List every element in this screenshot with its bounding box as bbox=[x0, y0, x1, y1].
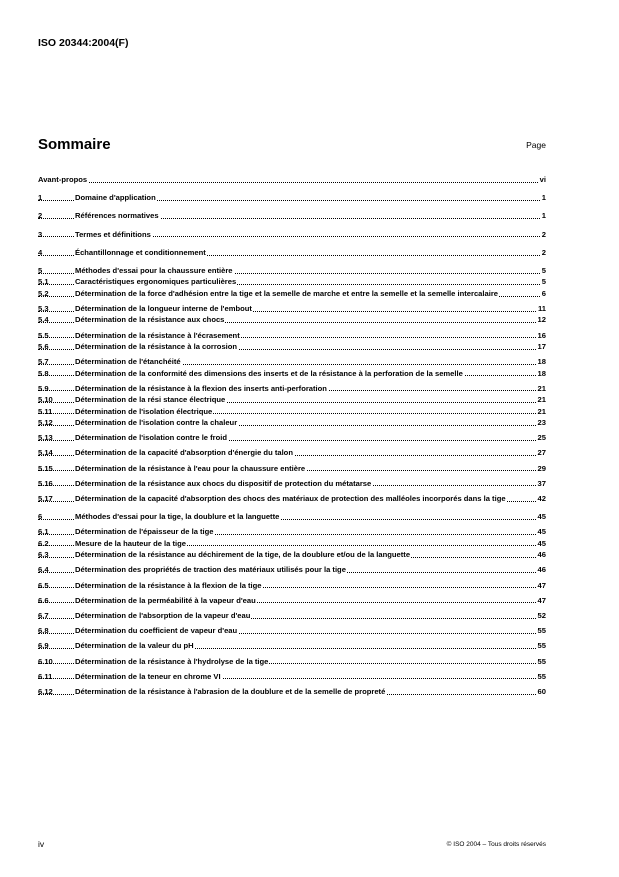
toc-entry[interactable] bbox=[38, 357, 546, 366]
toc-entry-number: 6.5 bbox=[38, 580, 49, 590]
toc-entry[interactable] bbox=[38, 369, 546, 378]
toc-entry-title: Détermination de la résistance à l'eau pour la chaussure entière bbox=[75, 463, 306, 473]
toc-entry-title: Avant-propos bbox=[38, 175, 88, 184]
toc-entry-title: Détermination des propriétés de traction des matériaux utilisés pour la tige bbox=[75, 565, 346, 575]
toc-entry-number: 6.3 bbox=[38, 550, 49, 560]
toc-entry[interactable] bbox=[38, 193, 546, 202]
toc-entry-page: 11 bbox=[537, 304, 546, 313]
toc-entry-title: Caractéristiques ergonomiques particulières bbox=[75, 277, 237, 287]
toc-entry-page: 1 bbox=[541, 193, 546, 203]
toc-entry-number: 5.2 bbox=[38, 288, 49, 298]
toc-entry[interactable] bbox=[38, 527, 546, 536]
toc-entry-number: 6.10 bbox=[38, 656, 53, 666]
toc-entry-title: Détermination de la résistance à l'hydrolyse de la tige bbox=[75, 656, 269, 666]
toc-entry[interactable] bbox=[38, 304, 546, 313]
toc-entry-title: Références normatives bbox=[75, 211, 159, 221]
toc-entry[interactable] bbox=[38, 230, 546, 239]
toc-entry-title: Détermination de la résistance aux chocs du dispositif de protection du métatarse bbox=[75, 478, 372, 488]
toc-entry[interactable] bbox=[38, 581, 546, 590]
toc-entry-number: 6.12 bbox=[38, 686, 53, 696]
toc-entry[interactable] bbox=[38, 266, 546, 275]
toc-entry-page: 1 bbox=[541, 211, 546, 221]
toc-entry-number: 5.4 bbox=[38, 315, 49, 325]
toc-entry[interactable] bbox=[38, 342, 546, 351]
toc-entry-title: Détermination de la rési stance électrique bbox=[75, 395, 226, 405]
toc-entry-title: Détermination de la résistance au déchirement de la tige, de la doublure et/ou de la languette bbox=[75, 550, 411, 560]
toc-entry-number: 5.3 bbox=[38, 304, 49, 313]
toc-entry-title: Détermination de la résistance à la corrosion bbox=[75, 341, 238, 351]
toc-entry-title: Détermination de l'isolation contre le froid bbox=[75, 433, 228, 443]
toc-entry-number: 6.9 bbox=[38, 641, 49, 651]
toc-entry-number: 6.1 bbox=[38, 527, 49, 537]
toc-entry[interactable] bbox=[38, 433, 546, 442]
toc-entry[interactable] bbox=[38, 672, 546, 681]
toc-entry[interactable] bbox=[38, 512, 546, 521]
toc-entry-number: 5.16 bbox=[38, 478, 53, 488]
toc-entry-number: 5 bbox=[38, 266, 43, 276]
toc-entry-page: 29 bbox=[537, 463, 546, 473]
toc-entry[interactable] bbox=[38, 418, 546, 427]
toc-entry-title: Détermination de la teneur en chrome VI bbox=[75, 671, 221, 681]
toc-entry-page: 47 bbox=[537, 580, 546, 590]
toc-entry-page: 60 bbox=[537, 686, 546, 696]
toc-entry[interactable] bbox=[38, 331, 546, 340]
toc-entry-page: 2 bbox=[541, 247, 546, 257]
toc-entry-page: 42 bbox=[537, 493, 546, 503]
toc-entry-page: 21 bbox=[537, 395, 546, 405]
toc-entry-page: 5 bbox=[541, 277, 546, 287]
toc-entry-title: Détermination de la capacité d'absorption d'énergie du talon bbox=[75, 448, 293, 458]
toc-entry-number: 4 bbox=[38, 247, 43, 257]
toc-entry-title: Détermination de l'absorption de la vapeur d'eau bbox=[75, 610, 251, 620]
toc-entry-number: 6.4 bbox=[38, 565, 49, 575]
toc-entry-title: Domaine d'application bbox=[75, 193, 156, 203]
page-column-label: Page bbox=[526, 140, 546, 150]
toc-entry-page: 45 bbox=[537, 512, 546, 522]
toc-entry-number: 6.2 bbox=[38, 538, 49, 548]
toc-entry-number: 6.7 bbox=[38, 610, 49, 620]
toc-entry-number: 6.8 bbox=[38, 626, 49, 636]
toc-entry-title: Détermination du coefficient de vapeur d'eau bbox=[75, 626, 238, 636]
toc-entry[interactable] bbox=[38, 384, 546, 393]
toc-entry-page: 46 bbox=[537, 550, 546, 560]
toc-entry[interactable] bbox=[38, 277, 546, 286]
toc-entry[interactable] bbox=[38, 626, 546, 635]
toc-entry[interactable] bbox=[38, 407, 546, 416]
page-title: Sommaire bbox=[38, 136, 111, 153]
toc-entry-title: Détermination de la perméabilité à la vapeur d'eau bbox=[75, 595, 256, 605]
toc-entry-number: 5.5 bbox=[38, 330, 49, 340]
toc-entry-number: 6.11 bbox=[38, 671, 53, 681]
toc-entry-page: 21 bbox=[537, 383, 546, 393]
toc-entry-page: 47 bbox=[537, 595, 546, 605]
toc-entry-title: Détermination de la valeur du pH bbox=[75, 641, 194, 651]
toc-entry-title: Détermination de l'isolation contre la chaleur bbox=[75, 417, 238, 427]
toc-entry-page: 2 bbox=[541, 229, 546, 239]
toc-entry-page: vi bbox=[539, 175, 546, 184]
toc-entry[interactable] bbox=[38, 395, 546, 404]
toc-entry-page: 12 bbox=[537, 315, 546, 325]
toc-entry-number: 5.10 bbox=[38, 395, 53, 405]
toc-entry-title: Détermination de la résistance à la flexion de la tige bbox=[75, 580, 262, 590]
toc-entry[interactable] bbox=[38, 596, 546, 605]
toc-entry[interactable] bbox=[38, 464, 546, 473]
toc-entry[interactable] bbox=[38, 289, 546, 298]
toc-entry[interactable] bbox=[38, 687, 546, 696]
toc-entry-page: 55 bbox=[537, 626, 546, 636]
toc-entry[interactable] bbox=[38, 479, 546, 488]
toc-entry-title: Termes et définitions bbox=[75, 229, 151, 239]
toc-entry[interactable] bbox=[38, 550, 546, 559]
toc-entry-number: 5.17 bbox=[38, 493, 53, 503]
toc-entry-title: Mesure de la hauteur de la tige bbox=[75, 538, 186, 548]
toc-entry-page: 37 bbox=[537, 478, 546, 488]
toc-entry-title: Détermination de la longueur interne de l'embout bbox=[75, 304, 252, 313]
toc-entry-number: 6.6 bbox=[38, 595, 49, 605]
toc-entry-page: 55 bbox=[537, 656, 546, 666]
toc-entry-title: Détermination de la résistance à la flexion des inserts anti-perforation bbox=[75, 383, 327, 393]
toc-entry[interactable] bbox=[38, 248, 546, 257]
toc-entry[interactable] bbox=[38, 175, 546, 184]
toc-entry-number: 5.7 bbox=[38, 357, 49, 367]
toc-entry-title: Méthodes d'essai pour la chaussure entière bbox=[75, 266, 233, 276]
toc-entry[interactable] bbox=[38, 611, 546, 620]
toc-entry-title: Détermination de la résistance à l'écrasement bbox=[75, 330, 240, 340]
toc-entry-title: Détermination de la force d'adhésion entre la tige et la semelle de marche et entre la semelle et la semelle intercalaire bbox=[75, 288, 499, 298]
table-of-contents bbox=[38, 175, 546, 698]
toc-entry-page: 17 bbox=[537, 341, 546, 351]
toc-entry-number: 3 bbox=[38, 229, 43, 239]
title-row bbox=[38, 136, 546, 156]
toc-entry-title: Détermination de la résistance aux chocs bbox=[75, 315, 225, 325]
toc-entry[interactable] bbox=[38, 315, 546, 324]
toc-entry-number: 1 bbox=[38, 193, 43, 203]
toc-entry-number: 5.1 bbox=[38, 277, 49, 287]
toc-entry-number: 5.15 bbox=[38, 463, 53, 473]
toc-entry-page: 18 bbox=[537, 368, 546, 378]
toc-entry-page: 45 bbox=[537, 538, 546, 548]
toc-entry-title: Détermination de la résistance à l'abrasion de la doublure et de la semelle de propreté bbox=[75, 686, 386, 696]
toc-entry-page: 18 bbox=[537, 357, 546, 367]
toc-entry-title: Méthodes d'essai pour la tige, la doublure et la languette bbox=[75, 512, 280, 522]
footer-page-number: iv bbox=[38, 839, 45, 849]
toc-entry-title: Détermination de l'étanchéité bbox=[75, 357, 181, 367]
document-id: ISO 20344:2004(F) bbox=[38, 37, 129, 49]
toc-entry-number: 5.8 bbox=[38, 368, 49, 378]
toc-entry-number: 5.12 bbox=[38, 417, 53, 427]
toc-entry-number: 2 bbox=[38, 211, 43, 221]
toc-entry-title: Détermination de l'épaisseur de la tige bbox=[75, 527, 214, 537]
toc-entry[interactable] bbox=[38, 494, 546, 503]
toc-entry-page: 46 bbox=[537, 565, 546, 575]
toc-entry-title: Détermination de la conformité des dimensions des inserts et de la résistance à la perforation de la semelle bbox=[75, 368, 463, 378]
toc-entry-page: 27 bbox=[537, 448, 546, 458]
toc-entry[interactable] bbox=[38, 657, 546, 666]
toc-entry-number: 5.6 bbox=[38, 341, 49, 351]
toc-entry-page: 16 bbox=[537, 330, 546, 340]
toc-entry-number: 6 bbox=[38, 512, 43, 522]
toc-entry-page: 5 bbox=[541, 266, 546, 276]
toc-entry[interactable] bbox=[38, 211, 546, 220]
toc-entry[interactable] bbox=[38, 641, 546, 650]
toc-entry[interactable] bbox=[38, 539, 546, 548]
toc-entry-page: 25 bbox=[537, 433, 546, 443]
toc-entry-title: Détermination de la capacité d'absorption des chocs des matériaux de protection des malléoles incorporés dans la tige bbox=[75, 493, 506, 503]
toc-entry-page: 23 bbox=[537, 417, 546, 427]
toc-entry[interactable] bbox=[38, 448, 546, 457]
toc-entry-page: 21 bbox=[537, 406, 546, 416]
toc-entry-page: 45 bbox=[537, 527, 546, 537]
toc-entry-title: Échantillonnage et conditionnement bbox=[75, 247, 206, 257]
toc-entry-page: 52 bbox=[537, 610, 546, 620]
toc-entry-number: 5.11 bbox=[38, 406, 53, 416]
toc-entry-page: 55 bbox=[537, 671, 546, 681]
toc-entry-number: 5.14 bbox=[38, 448, 53, 458]
toc-entry-title: Détermination de l'isolation électrique bbox=[75, 406, 213, 416]
toc-entry-page: 55 bbox=[537, 641, 546, 651]
footer-copyright: © ISO 2004 – Tous droits réservés bbox=[446, 841, 546, 848]
toc-entry-number: 5.13 bbox=[38, 433, 53, 443]
toc-entry-number: 5.9 bbox=[38, 383, 49, 393]
toc-entry-page: 6 bbox=[541, 288, 546, 298]
toc-entry[interactable] bbox=[38, 565, 546, 574]
